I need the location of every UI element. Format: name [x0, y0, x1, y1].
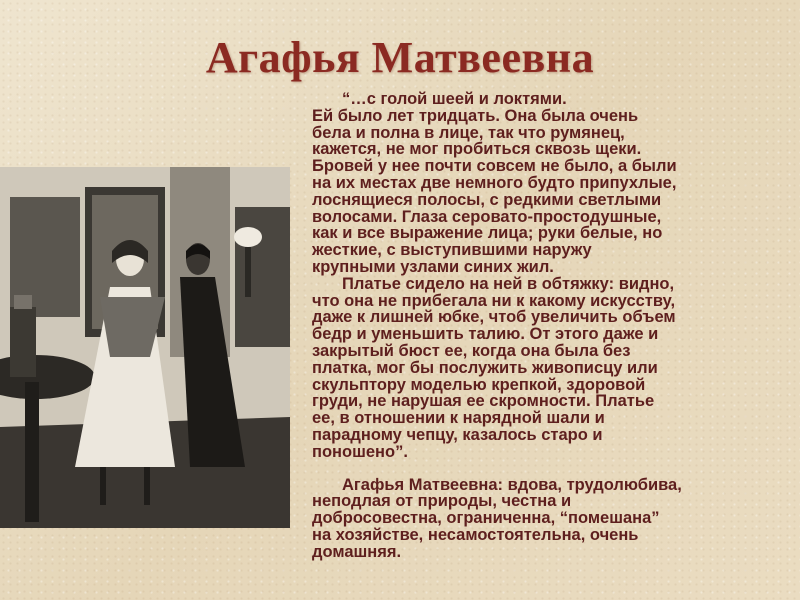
text-line: добросовестна, ограниченна, “помешана”	[312, 509, 660, 528]
text-line: закрытый бюст ее, когда она была без	[312, 341, 631, 360]
text-line: бела и полна в лице, так что румянец,	[312, 123, 625, 142]
text-line: Платье сидело на ней в обтяжку: видно,	[342, 274, 675, 293]
text-line: поношено”.	[312, 442, 408, 461]
text-line: на их местах две немного будто припухлые,	[312, 173, 677, 192]
text-line: на хозяйстве, несамостоятельна, очень	[312, 525, 639, 544]
text-line: “…с голой шеей и локтями.	[342, 91, 567, 108]
paragraph-2	[312, 276, 750, 461]
text-line: жесткие, с выступившими наружу	[312, 241, 592, 260]
text-line: даже к лишней юбке, чтоб увеличить объем	[312, 308, 676, 327]
text-line: Бровей у нее почти совсем не было, а были	[312, 157, 677, 176]
engraving-illustration	[0, 167, 290, 528]
text-line: скульптору моделью крепкой, здоровой	[312, 375, 646, 394]
slide-title: Агафья Матвеевна	[205, 33, 595, 82]
text-line: неподлая от природы, честна и	[312, 492, 572, 511]
text-line: домашняя.	[312, 542, 402, 561]
paragraph-3	[312, 477, 750, 561]
description-text	[312, 91, 750, 600]
text-line: кажется, не мог пробиться сквозь щеки.	[312, 140, 642, 159]
text-line: что она не прибегала ни к какому искусству,	[312, 291, 676, 310]
text-line: парадному чепцу, казалось старо и	[312, 425, 603, 444]
text-line: как и все выражение лица; руки белые, но	[312, 224, 663, 243]
text-line: крупными узлами синих жил.	[312, 257, 554, 276]
paragraph-1	[312, 91, 750, 276]
text-line: платка, мог бы послужить живописцу или	[312, 358, 658, 377]
text-line: ее, в отношении к нарядной шали и	[312, 409, 605, 428]
text-line: лоснящиеся полосы, с редкими светлыми	[312, 190, 662, 209]
text-line: Агафья Матвеевна: вдова, трудолюбива,	[342, 475, 682, 494]
text-line: груди, не нарушая ее скромности. Платье	[312, 392, 655, 411]
text-line: бедр и уменьшить талию. От этого даже и	[312, 325, 659, 344]
text-line: волосами. Глаза серовато-простодушные,	[312, 207, 662, 226]
text-line: Ей было лет тридцать. Она была очень	[312, 106, 639, 125]
